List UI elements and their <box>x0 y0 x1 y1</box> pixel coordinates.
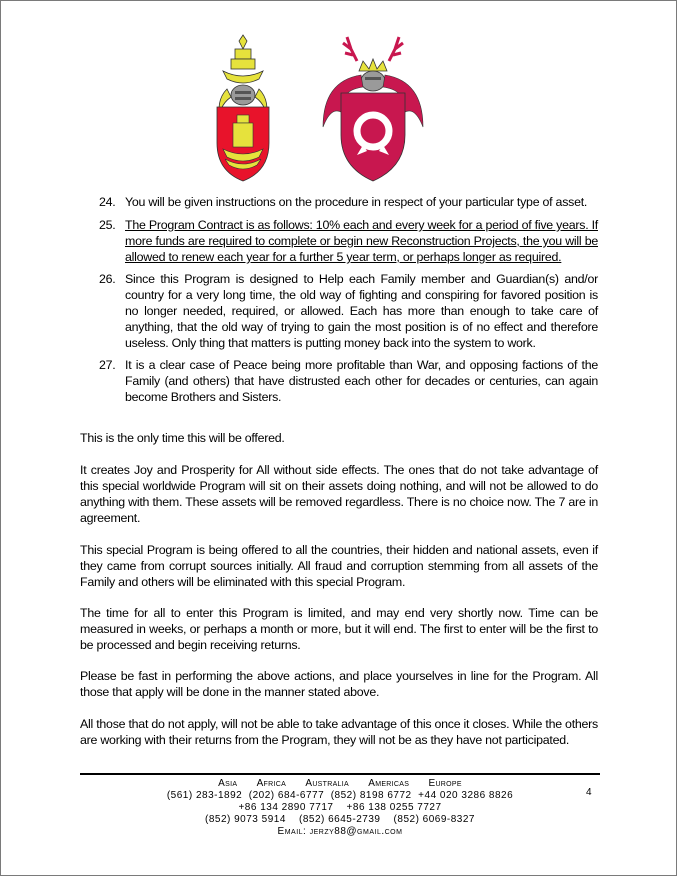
list-item <box>99 357 598 405</box>
right-coat-of-arms-icon <box>323 37 423 181</box>
paragraph: The time for all to enter this Program is limited, and may end very shortly now. Time can be measured in weeks, or perhaps a month or more, but it will end. The first to enter will be the first to be processed and begin receiving returns. <box>80 606 598 652</box>
footer-regions <box>80 778 600 790</box>
region-label: Asia <box>218 778 238 789</box>
list-item-text: Since this Program is designed to Help each Family member and Guardian(s) and/or country for a very long time, the old way of fighting and conspiring for favored position is no longer needed, required, or allowed. Each has more than enough to take care of anything, that the old way of trying to gain the most position is of no effect and therefore useless. Only thing that matters is putting money back into the system to work. <box>125 272 598 350</box>
list-item <box>99 194 598 210</box>
list-item <box>99 271 598 351</box>
region-label: Europe <box>428 778 462 789</box>
page-number: 4 <box>586 787 592 798</box>
region-label: Americas <box>368 778 410 789</box>
paragraph: This is the only time this will be offered. <box>80 431 285 445</box>
region-label: Australia <box>305 778 349 789</box>
left-coat-of-arms-icon <box>217 35 269 181</box>
list-item-text: The Program Contract is as follows: 10% each and every week for a period of five years. If more funds are required to complete or begin new Reconstruction Projects, the you will be allowed to renew each year for a further 5 year term, or perhaps longer as required. <box>125 218 598 264</box>
paragraph: Please be fast in performing the above actions, and place yourselves in line for the Program. All those that apply will be done in the manner stated above. <box>80 669 598 699</box>
paragraph: It creates Joy and Prosperity for All without side effects. The ones that do not take advantage of this special worldwide Program will sit on their assets doing nothing, and will not be allowed to do anything with them. These assets will be removed regardless. There is no choice now. The 7 are in agreement. <box>80 463 598 525</box>
footer-divider <box>80 773 600 775</box>
footer-phones-line-1: (561) 283-1892 (202) 684-6777 (852) 8198 6772 +44 020 3286 8826 <box>166 790 514 801</box>
numbered-list <box>99 194 598 411</box>
footer-email: Email: jerzy88@gmail.com <box>277 826 403 837</box>
list-item <box>99 217 598 265</box>
list-item-text: You will be given instructions on the procedure in respect of your particular type of asset. <box>125 195 588 209</box>
list-item-number: 27. <box>99 358 116 372</box>
paragraph: This special Program is being offered to all the countries, their hidden and national assets, even if they came from corrupt sources initially. All fraud and corruption stemming from all assets of the Family and others will be eliminated with this special Program. <box>80 543 598 589</box>
region-label: Africa <box>256 778 287 789</box>
list-item-number: 26. <box>99 272 116 286</box>
list-item-number: 25. <box>99 218 116 232</box>
list-item-number: 24. <box>99 195 116 209</box>
list-item-text: It is a clear case of Peace being more profitable than War, and opposing factions of the Family (and others) that have distrusted each other for decades or centuries, can again become Brothers and Sisters. <box>125 358 598 404</box>
paragraph: All those that do not apply, will not be able to take advantage of this once it closes. While the others are working with their returns from the Program, they will not be as they have not participated. <box>80 717 598 747</box>
footer-phones-line-3: (852) 9073 5914 (852) 6645-2739 (852) 6069-8327 <box>204 814 475 825</box>
coats-of-arms <box>213 31 445 183</box>
footer <box>80 778 600 838</box>
footer-phones-line-2: +86 134 2890 7717 +86 138 0255 7727 <box>238 802 442 813</box>
